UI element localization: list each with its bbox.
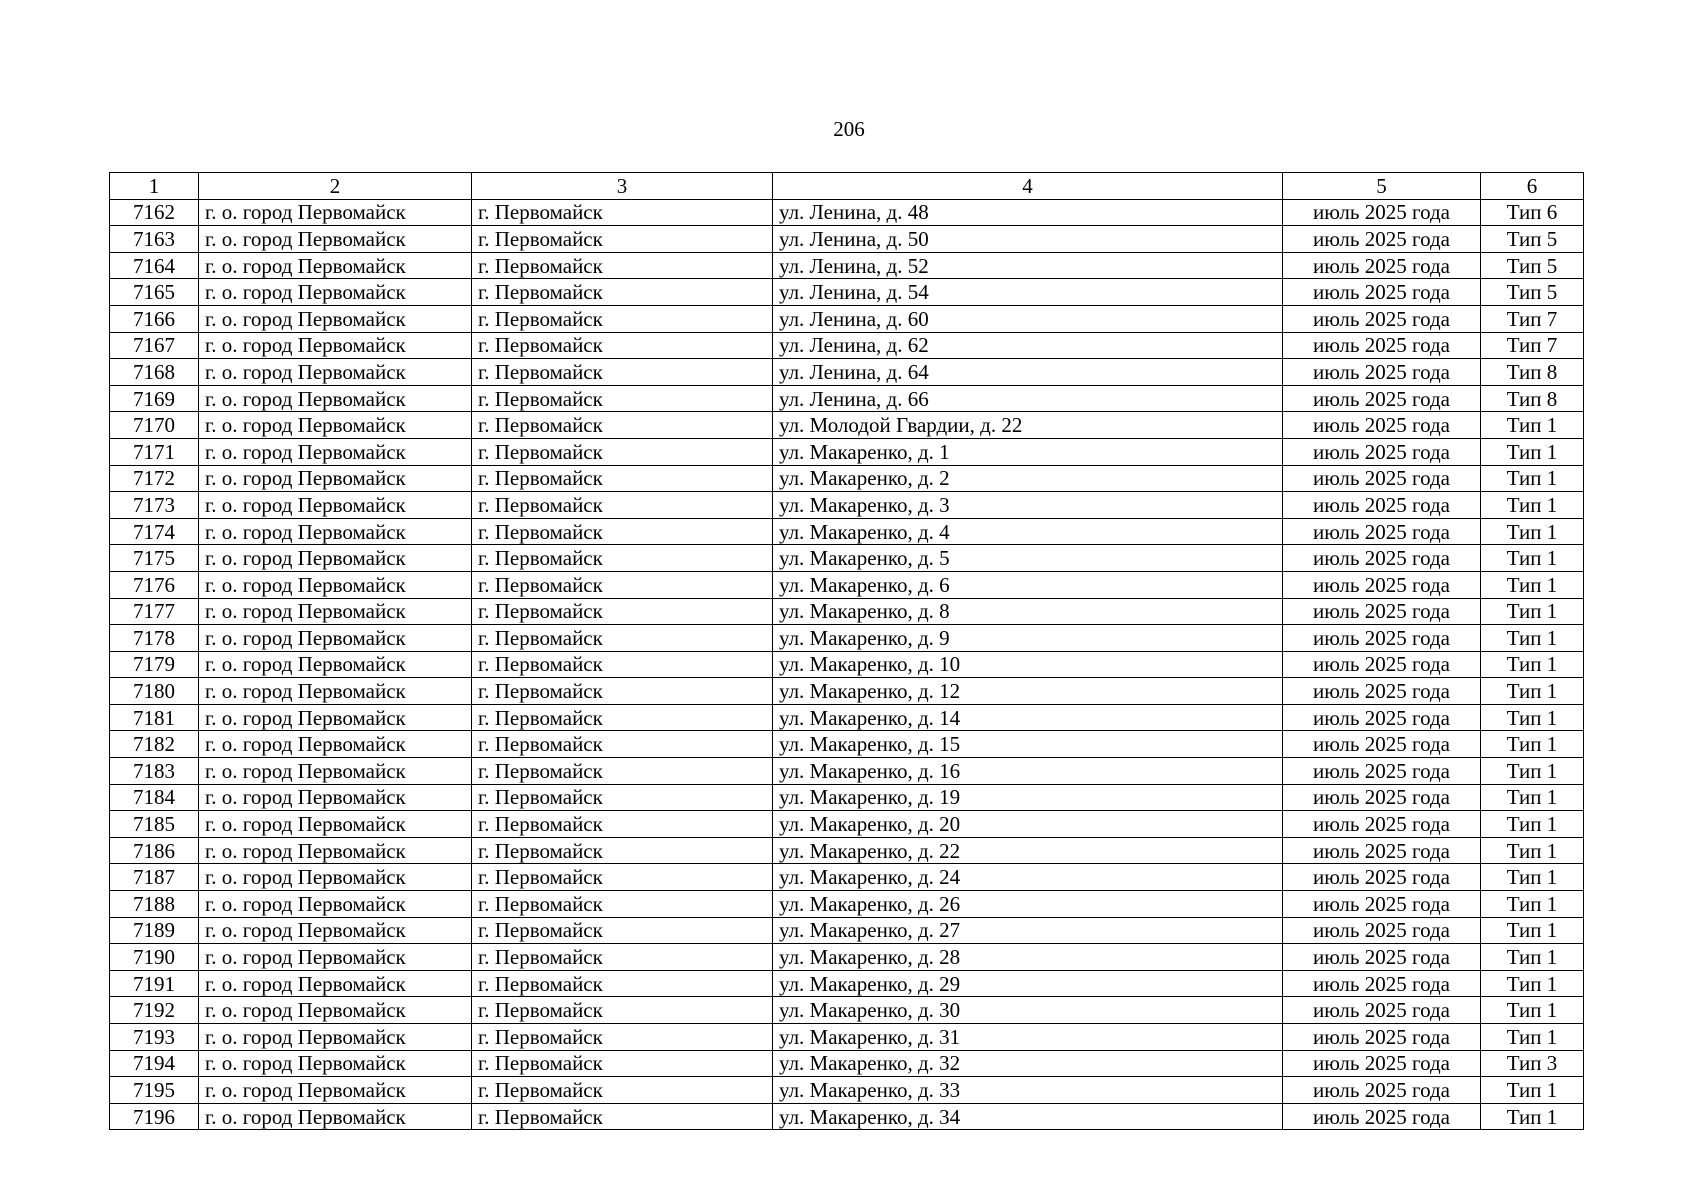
settlement-cell: г. Первомайск [472, 412, 773, 439]
settlement-cell: г. Первомайск [472, 864, 773, 891]
settlement-cell: г. Первомайск [472, 997, 773, 1024]
address-cell: ул. Ленина, д. 66 [773, 385, 1283, 412]
period-cell: июль 2025 года [1283, 412, 1481, 439]
type-cell: Тип 5 [1481, 252, 1584, 279]
type-cell: Тип 1 [1481, 731, 1584, 758]
municipality-cell: г. о. город Первомайск [199, 199, 472, 226]
settlement-cell: г. Первомайск [472, 465, 773, 492]
settlement-cell: г. Первомайск [472, 1103, 773, 1130]
municipality-cell: г. о. город Первомайск [199, 1050, 472, 1077]
address-cell: ул. Макаренко, д. 8 [773, 598, 1283, 625]
municipality-cell: г. о. город Первомайск [199, 465, 472, 492]
row-number-cell: 7172 [110, 465, 199, 492]
type-cell: Тип 8 [1481, 385, 1584, 412]
period-cell: июль 2025 года [1283, 1077, 1481, 1104]
address-cell: ул. Макаренко, д. 26 [773, 891, 1283, 918]
row-number-cell: 7188 [110, 891, 199, 918]
period-cell: июль 2025 года [1283, 784, 1481, 811]
period-cell: июль 2025 года [1283, 279, 1481, 306]
settlement-cell: г. Первомайск [472, 359, 773, 386]
row-number-cell: 7177 [110, 598, 199, 625]
period-cell: июль 2025 года [1283, 944, 1481, 971]
row-number-cell: 7183 [110, 758, 199, 785]
table-row [110, 1024, 1584, 1051]
table-row [110, 704, 1584, 731]
municipality-cell: г. о. город Первомайск [199, 571, 472, 598]
municipality-cell: г. о. город Первомайск [199, 625, 472, 652]
address-cell: ул. Макаренко, д. 14 [773, 704, 1283, 731]
row-number-cell: 7166 [110, 305, 199, 332]
settlement-cell: г. Первомайск [472, 944, 773, 971]
table-row [110, 678, 1584, 705]
municipality-cell: г. о. город Первомайск [199, 678, 472, 705]
period-cell: июль 2025 года [1283, 864, 1481, 891]
municipality-cell: г. о. город Первомайск [199, 731, 472, 758]
settlement-cell: г. Первомайск [472, 252, 773, 279]
municipality-cell: г. о. город Первомайск [199, 385, 472, 412]
table-row [110, 944, 1584, 971]
municipality-cell: г. о. город Первомайск [199, 997, 472, 1024]
type-cell: Тип 1 [1481, 465, 1584, 492]
municipality-cell: г. о. город Первомайск [199, 784, 472, 811]
period-cell: июль 2025 года [1283, 731, 1481, 758]
settlement-cell: г. Первомайск [472, 625, 773, 652]
type-cell: Тип 1 [1481, 598, 1584, 625]
period-cell: июль 2025 года [1283, 438, 1481, 465]
table-row [110, 385, 1584, 412]
period-cell: июль 2025 года [1283, 704, 1481, 731]
row-number-cell: 7194 [110, 1050, 199, 1077]
row-number-cell: 7196 [110, 1103, 199, 1130]
type-cell: Тип 1 [1481, 864, 1584, 891]
row-number-cell: 7171 [110, 438, 199, 465]
row-number-cell: 7167 [110, 332, 199, 359]
municipality-cell: г. о. город Первомайск [199, 279, 472, 306]
type-cell: Тип 1 [1481, 518, 1584, 545]
table-row [110, 1077, 1584, 1104]
settlement-cell: г. Первомайск [472, 891, 773, 918]
settlement-cell: г. Первомайск [472, 226, 773, 253]
municipality-cell: г. о. город Первомайск [199, 917, 472, 944]
type-cell: Тип 1 [1481, 784, 1584, 811]
type-cell: Тип 7 [1481, 305, 1584, 332]
row-number-cell: 7187 [110, 864, 199, 891]
table-row [110, 997, 1584, 1024]
municipality-cell: г. о. город Первомайск [199, 651, 472, 678]
address-cell: ул. Макаренко, д. 30 [773, 997, 1283, 1024]
settlement-cell: г. Первомайск [472, 1050, 773, 1077]
table-row [110, 731, 1584, 758]
settlement-cell: г. Первомайск [472, 784, 773, 811]
settlement-cell: г. Первомайск [472, 492, 773, 519]
table-row [110, 784, 1584, 811]
period-cell: июль 2025 года [1283, 226, 1481, 253]
row-number-cell: 7186 [110, 837, 199, 864]
row-number-cell: 7195 [110, 1077, 199, 1104]
type-cell: Тип 1 [1481, 917, 1584, 944]
period-cell: июль 2025 года [1283, 492, 1481, 519]
page-number: 206 [833, 117, 865, 141]
type-cell: Тип 1 [1481, 970, 1584, 997]
row-number-cell: 7176 [110, 571, 199, 598]
type-cell: Тип 5 [1481, 226, 1584, 253]
type-cell: Тип 1 [1481, 625, 1584, 652]
table-row [110, 598, 1584, 625]
period-cell: июль 2025 года [1283, 811, 1481, 838]
address-cell: ул. Макаренко, д. 2 [773, 465, 1283, 492]
row-number-cell: 7169 [110, 385, 199, 412]
municipality-cell: г. о. город Первомайск [199, 305, 472, 332]
table-row [110, 864, 1584, 891]
type-cell: Тип 1 [1481, 412, 1584, 439]
header-cell: 1 [110, 173, 199, 200]
address-cell: ул. Макаренко, д. 31 [773, 1024, 1283, 1051]
row-number-cell: 7191 [110, 970, 199, 997]
municipality-cell: г. о. город Первомайск [199, 226, 472, 253]
row-number-cell: 7174 [110, 518, 199, 545]
address-cell: ул. Макаренко, д. 10 [773, 651, 1283, 678]
period-cell: июль 2025 года [1283, 970, 1481, 997]
table-row [110, 492, 1584, 519]
period-cell: июль 2025 года [1283, 518, 1481, 545]
type-cell: Тип 1 [1481, 1103, 1584, 1130]
period-cell: июль 2025 года [1283, 305, 1481, 332]
header-cell: 3 [472, 173, 773, 200]
table-row [110, 625, 1584, 652]
period-cell: июль 2025 года [1283, 997, 1481, 1024]
type-cell: Тип 1 [1481, 891, 1584, 918]
type-cell: Тип 1 [1481, 571, 1584, 598]
period-cell: июль 2025 года [1283, 199, 1481, 226]
address-cell: ул. Макаренко, д. 29 [773, 970, 1283, 997]
row-number-cell: 7184 [110, 784, 199, 811]
municipality-cell: г. о. город Первомайск [199, 811, 472, 838]
type-cell: Тип 1 [1481, 758, 1584, 785]
row-number-cell: 7163 [110, 226, 199, 253]
table-row [110, 651, 1584, 678]
address-cell: ул. Макаренко, д. 20 [773, 811, 1283, 838]
municipality-cell: г. о. город Первомайск [199, 545, 472, 572]
row-number-cell: 7165 [110, 279, 199, 306]
municipality-cell: г. о. город Первомайск [199, 758, 472, 785]
settlement-cell: г. Первомайск [472, 731, 773, 758]
type-cell: Тип 5 [1481, 279, 1584, 306]
address-cell: ул. Макаренко, д. 28 [773, 944, 1283, 971]
settlement-cell: г. Первомайск [472, 385, 773, 412]
settlement-cell: г. Первомайск [472, 917, 773, 944]
row-number-cell: 7168 [110, 359, 199, 386]
settlement-cell: г. Первомайск [472, 704, 773, 731]
municipality-cell: г. о. город Первомайск [199, 1077, 472, 1104]
table-row [110, 917, 1584, 944]
period-cell: июль 2025 года [1283, 598, 1481, 625]
settlement-cell: г. Первомайск [472, 678, 773, 705]
type-cell: Тип 7 [1481, 332, 1584, 359]
address-cell: ул. Ленина, д. 50 [773, 226, 1283, 253]
type-cell: Тип 1 [1481, 1077, 1584, 1104]
table-row [110, 332, 1584, 359]
settlement-cell: г. Первомайск [472, 1077, 773, 1104]
table-row [110, 465, 1584, 492]
municipality-cell: г. о. город Первомайск [199, 864, 472, 891]
period-cell: июль 2025 года [1283, 1103, 1481, 1130]
table-row [110, 279, 1584, 306]
municipality-cell: г. о. город Первомайск [199, 837, 472, 864]
period-cell: июль 2025 года [1283, 385, 1481, 412]
type-cell: Тип 1 [1481, 1024, 1584, 1051]
row-number-cell: 7170 [110, 412, 199, 439]
table-row [110, 412, 1584, 439]
period-cell: июль 2025 года [1283, 758, 1481, 785]
address-cell: ул. Ленина, д. 62 [773, 332, 1283, 359]
table-row [110, 252, 1584, 279]
period-cell: июль 2025 года [1283, 545, 1481, 572]
address-cell: ул. Макаренко, д. 12 [773, 678, 1283, 705]
row-number-cell: 7193 [110, 1024, 199, 1051]
type-cell: Тип 1 [1481, 811, 1584, 838]
row-number-cell: 7173 [110, 492, 199, 519]
row-number-cell: 7164 [110, 252, 199, 279]
row-number-cell: 7175 [110, 545, 199, 572]
municipality-cell: г. о. город Первомайск [199, 704, 472, 731]
municipality-cell: г. о. город Первомайск [199, 438, 472, 465]
address-cell: ул. Ленина, д. 54 [773, 279, 1283, 306]
header-cell: 6 [1481, 173, 1584, 200]
row-number-cell: 7181 [110, 704, 199, 731]
table-row [110, 970, 1584, 997]
settlement-cell: г. Первомайск [472, 651, 773, 678]
address-cell: ул. Макаренко, д. 19 [773, 784, 1283, 811]
settlement-cell: г. Первомайск [472, 545, 773, 572]
row-number-cell: 7190 [110, 944, 199, 971]
table-row [110, 758, 1584, 785]
address-cell: ул. Ленина, д. 64 [773, 359, 1283, 386]
address-cell: ул. Макаренко, д. 15 [773, 731, 1283, 758]
table-row [110, 571, 1584, 598]
municipality-cell: г. о. город Первомайск [199, 944, 472, 971]
row-number-cell: 7192 [110, 997, 199, 1024]
municipality-cell: г. о. город Первомайск [199, 518, 472, 545]
type-cell: Тип 6 [1481, 199, 1584, 226]
municipality-cell: г. о. город Первомайск [199, 332, 472, 359]
settlement-cell: г. Первомайск [472, 332, 773, 359]
settlement-cell: г. Первомайск [472, 970, 773, 997]
type-cell: Тип 1 [1481, 678, 1584, 705]
municipality-cell: г. о. город Первомайск [199, 970, 472, 997]
row-number-cell: 7179 [110, 651, 199, 678]
header-cell: 5 [1283, 173, 1481, 200]
settlement-cell: г. Первомайск [472, 811, 773, 838]
type-cell: Тип 1 [1481, 704, 1584, 731]
period-cell: июль 2025 года [1283, 1050, 1481, 1077]
address-cell: ул. Макаренко, д. 33 [773, 1077, 1283, 1104]
table-row [110, 305, 1584, 332]
settlement-cell: г. Первомайск [472, 518, 773, 545]
table-row [110, 226, 1584, 253]
period-cell: июль 2025 года [1283, 1024, 1481, 1051]
address-cell: ул. Макаренко, д. 9 [773, 625, 1283, 652]
address-cell: ул. Макаренко, д. 5 [773, 545, 1283, 572]
period-cell: июль 2025 года [1283, 651, 1481, 678]
municipality-cell: г. о. город Первомайск [199, 891, 472, 918]
row-number-cell: 7162 [110, 199, 199, 226]
address-cell: ул. Ленина, д. 48 [773, 199, 1283, 226]
municipality-cell: г. о. город Первомайск [199, 1024, 472, 1051]
type-cell: Тип 1 [1481, 545, 1584, 572]
row-number-cell: 7189 [110, 917, 199, 944]
type-cell: Тип 1 [1481, 438, 1584, 465]
period-cell: июль 2025 года [1283, 917, 1481, 944]
table-row [110, 359, 1584, 386]
settlement-cell: г. Первомайск [472, 305, 773, 332]
period-cell: июль 2025 года [1283, 359, 1481, 386]
period-cell: июль 2025 года [1283, 678, 1481, 705]
table-row [110, 545, 1584, 572]
settlement-cell: г. Первомайск [472, 438, 773, 465]
table-row [110, 837, 1584, 864]
header-row [110, 173, 1584, 200]
row-number-cell: 7178 [110, 625, 199, 652]
address-cell: ул. Макаренко, д. 4 [773, 518, 1283, 545]
table-row [110, 199, 1584, 226]
type-cell: Тип 1 [1481, 651, 1584, 678]
row-number-cell: 7182 [110, 731, 199, 758]
municipality-cell: г. о. город Первомайск [199, 412, 472, 439]
period-cell: июль 2025 года [1283, 332, 1481, 359]
settlement-cell: г. Первомайск [472, 279, 773, 306]
address-cell: ул. Макаренко, д. 16 [773, 758, 1283, 785]
municipality-cell: г. о. город Первомайск [199, 359, 472, 386]
municipality-cell: г. о. город Первомайск [199, 252, 472, 279]
table-row [110, 811, 1584, 838]
type-cell: Тип 8 [1481, 359, 1584, 386]
period-cell: июль 2025 года [1283, 891, 1481, 918]
type-cell: Тип 1 [1481, 837, 1584, 864]
address-cell: ул. Макаренко, д. 3 [773, 492, 1283, 519]
row-number-cell: 7180 [110, 678, 199, 705]
settlement-cell: г. Первомайск [472, 199, 773, 226]
settlement-cell: г. Первомайск [472, 758, 773, 785]
address-cell: ул. Ленина, д. 60 [773, 305, 1283, 332]
period-cell: июль 2025 года [1283, 571, 1481, 598]
type-cell: Тип 1 [1481, 944, 1584, 971]
table-row [110, 891, 1584, 918]
table-body [110, 199, 1584, 1130]
header-cell: 2 [199, 173, 472, 200]
period-cell: июль 2025 года [1283, 837, 1481, 864]
address-cell: ул. Ленина, д. 52 [773, 252, 1283, 279]
type-cell: Тип 1 [1481, 997, 1584, 1024]
type-cell: Тип 3 [1481, 1050, 1584, 1077]
table-row [110, 438, 1584, 465]
address-cell: ул. Макаренко, д. 24 [773, 864, 1283, 891]
settlement-cell: г. Первомайск [472, 837, 773, 864]
municipality-cell: г. о. город Первомайск [199, 1103, 472, 1130]
table-header [110, 173, 1584, 200]
address-cell: ул. Макаренко, д. 6 [773, 571, 1283, 598]
table-row [110, 1050, 1584, 1077]
data-table [109, 172, 1584, 1130]
address-cell: ул. Макаренко, д. 22 [773, 837, 1283, 864]
table-row [110, 518, 1584, 545]
address-cell: ул. Макаренко, д. 1 [773, 438, 1283, 465]
address-cell: ул. Макаренко, д. 32 [773, 1050, 1283, 1077]
settlement-cell: г. Первомайск [472, 598, 773, 625]
address-cell: ул. Молодой Гвардии, д. 22 [773, 412, 1283, 439]
address-cell: ул. Макаренко, д. 27 [773, 917, 1283, 944]
period-cell: июль 2025 года [1283, 465, 1481, 492]
address-cell: ул. Макаренко, д. 34 [773, 1103, 1283, 1130]
period-cell: июль 2025 года [1283, 252, 1481, 279]
municipality-cell: г. о. город Первомайск [199, 598, 472, 625]
header-cell: 4 [773, 173, 1283, 200]
table-row [110, 1103, 1584, 1130]
row-number-cell: 7185 [110, 811, 199, 838]
municipality-cell: г. о. город Первомайск [199, 492, 472, 519]
settlement-cell: г. Первомайск [472, 571, 773, 598]
period-cell: июль 2025 года [1283, 625, 1481, 652]
settlement-cell: г. Первомайск [472, 1024, 773, 1051]
type-cell: Тип 1 [1481, 492, 1584, 519]
